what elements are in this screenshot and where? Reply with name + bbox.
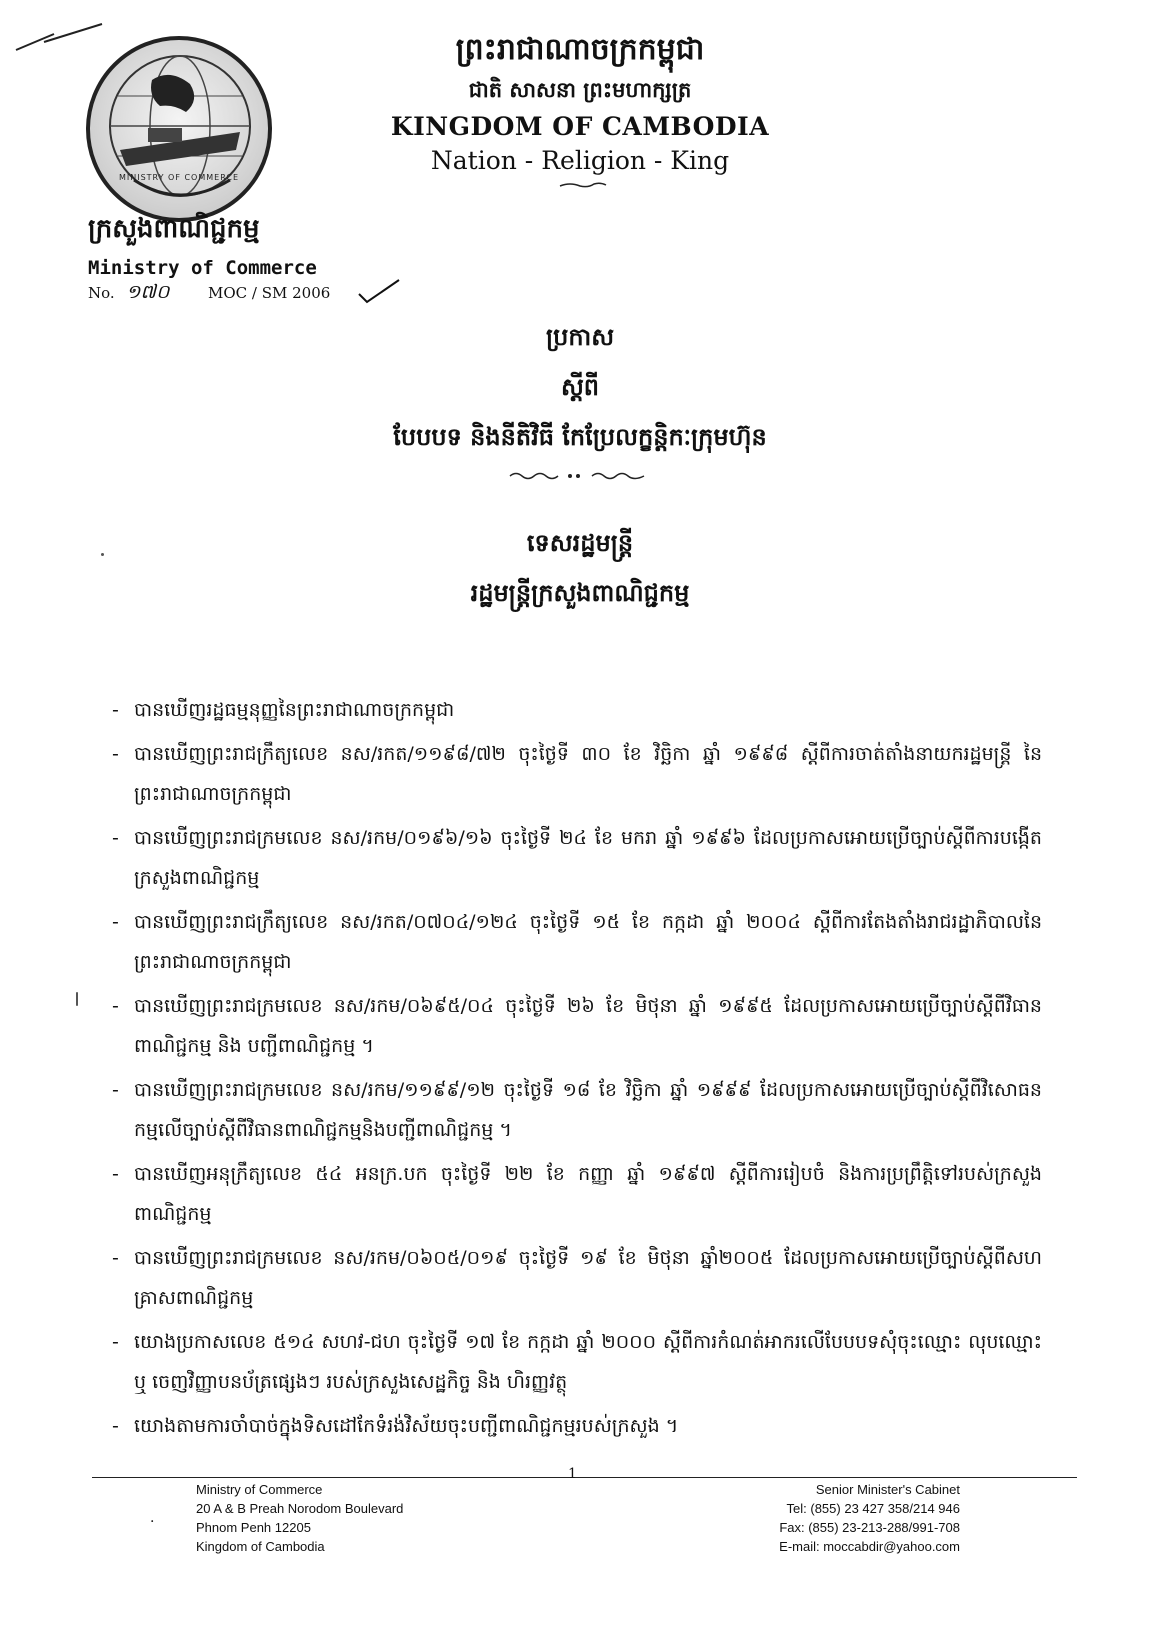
- list-item: - យោងប្រកាសលេខ ៥១៤ សហវ-ជហ ចុះថ្ងៃទី ១៧ ខែ កក្កដា ឆ្នាំ ២០០០ ស្តីពីការកំណត់អាករលើបែបបទសុំចុះឈ្មោះ លុបឈ្មោះ ឬ ចេញវិញ្ញាបនប័ត្រផ្សេងៗ របស់ក្រសួងសេដ្ឋកិច្ច និង ហិរញ្ញវត្ថុ: [112, 1331, 1042, 1393]
- list-item: - បានឃើញព្រះរាជក្រមលេខ នស/រកម/១១៩៩/១២ ចុះថ្ងៃទី ១៨ ខែ វិច្ឆិកា ឆ្នាំ ១៩៩៩ ដែលប្រកាសអោយប្រើច្បាប់ស្តីពីវិសោធនកម្មលើច្បាប់ស្តីពីវិធានពាណិជ្ជកម្មនិងបញ្ជីពាណិជ្ជកម្ម ។: [112, 1079, 1042, 1141]
- cabinet-email: E-mail: moccabdir@yahoo.com: [779, 1539, 960, 1554]
- prakas-title: ប្រកាស: [545, 323, 615, 351]
- page-number: 1: [568, 1466, 577, 1482]
- divider-ornament-icon: [508, 470, 648, 482]
- seal-caption: MINISTRY OF COMMERCE: [118, 173, 240, 182]
- list-item: - បានឃើញព្រះរាជក្រមលេខ នស/រកម/០៦៩៥/០៤ ចុះថ្ងៃទី ២៦ ខែ មិថុនា ឆ្នាំ ១៩៩៥ ដែលប្រកាសអោយប្រើច្បាប់ស្តីពីវិធានពាណិជ្ជកម្ម និង បញ្ជីពាណិជ្ជកម្ម ។: [112, 995, 1042, 1057]
- address-line: Phnom Penh 12205: [196, 1520, 311, 1535]
- address-line: Kingdom of Cambodia: [196, 1539, 325, 1554]
- footer-cabinet-contact: [779, 1480, 960, 1556]
- kingdom-title-kh: ព្រះរាជាណាចក្រកម្ពុជា: [455, 32, 705, 67]
- cabinet-phone: Tel: (855) 23 427 358/214 946: [786, 1501, 960, 1516]
- address-line: Ministry of Commerce: [196, 1482, 323, 1497]
- list-item: - បានឃើញព្រះរាជក្រឹត្យលេខ នស/រកត/០៧០៤/១២៤ ចុះថ្ងៃទី ១៥ ខែ កក្កដា ឆ្នាំ ២០០៤ ស្តីពីការតែងតាំងរាជរដ្ឋាភិបាលនៃព្រះរាជាណាចក្រកម្ពុជា: [112, 911, 1042, 973]
- list-item: - បានឃើញព្រះរាជក្រមលេខ នស/រកម/០៦០៥/០១៩ ចុះថ្ងៃទី ១៩ ខែ មិថុនា ឆ្នាំ២០០៥ ដែលប្រកាសអោយប្រើច្បាប់ស្តីពីសហគ្រាសពាណិជ្ជកម្ម: [112, 1247, 1042, 1309]
- footer-speck: ·: [150, 1514, 155, 1530]
- motto-en: Nation - Religion - King: [430, 146, 730, 175]
- cabinet-line: Senior Minister's Cabinet: [815, 1482, 960, 1497]
- ref-code: MOC / SM 2006: [208, 284, 331, 302]
- sdey-pi-title: ស្ដីពី: [560, 373, 600, 401]
- kingdom-title-en: KINGDOM OF CAMBODIA: [390, 112, 770, 141]
- issuer-position: រដ្ឋមន្ត្រីក្រសួងពាណិជ្ជកម្ម: [470, 579, 690, 607]
- flourish-ornament-icon: [558, 180, 608, 190]
- ref-no-label: No.: [88, 284, 115, 302]
- motto-kh: ជាតិ សាសនា ព្រះមហាក្សត្រ: [468, 78, 692, 102]
- ministry-name-en: Ministry of Commerce: [88, 257, 317, 279]
- list-item: - យោងតាមការចាំបាច់ក្នុងទិសដៅកែទំរង់វិស័យចុះបញ្ជីពាណិជ្ជកម្មរបស់ក្រសួង ។: [112, 1415, 679, 1437]
- list-item: - បានឃើញរដ្ឋធម្មនុញ្ញនៃព្រះរាជាណាចក្រកម្ពុជា: [112, 699, 455, 721]
- preamble-clauses: [112, 690, 1042, 1450]
- list-item: - បានឃើញព្រះរាជក្រឹត្យលេខ នស/រកត/១១៩៨/៧២ ចុះថ្ងៃទី ៣០ ខែ វិច្ឆិកា ឆ្នាំ ១៩៩៨ ស្តីពីការចាត់តាំងនាយករដ្ឋមន្ត្រី នៃព្រះរាជាណាចក្រកម្ពុជា: [112, 743, 1042, 805]
- address-line: 20 A & B Preah Norodom Boulevard: [196, 1501, 404, 1516]
- checkmark-icon: [357, 278, 401, 306]
- ministry-name-kh: ក្រសួងពាណិជ្ជកម្ម: [88, 214, 260, 244]
- ministry-seal: [86, 36, 272, 222]
- list-item: - បានឃើញព្រះរាជក្រមលេខ នស/រកម/០១៩៦/១៦ ចុះថ្ងៃទី ២៤ ខែ មករា ឆ្នាំ ១៩៩៦ ដែលប្រកាសអោយប្រើច្បាប់ស្តីពីការបង្កើតក្រសួងពាណិជ្ជកម្ម: [112, 827, 1042, 889]
- scan-speck: [76, 992, 78, 1006]
- reference-number: [88, 280, 330, 308]
- list-item: - បានឃើញអនុក្រឹត្យលេខ ៥៤ អនក្រ.បក ចុះថ្ងៃទី ២២ ខែ កញ្ញា ឆ្នាំ ១៩៩៧ ស្តីពីការរៀបចំ និងការប្រព្រឹត្តិទៅរបស់ក្រសួងពាណិជ្ជកម្ម: [112, 1163, 1042, 1225]
- letterhead: [330, 28, 830, 178]
- subject-title: បែបបទ និងនីតិវិធី កែប្រែលក្ខន្តិកៈក្រុមហ៊ុន: [393, 423, 767, 451]
- issuer-title: ទេសរដ្ឋមន្ត្រី: [526, 529, 634, 557]
- footer-address: [196, 1480, 403, 1556]
- footer-divider: [92, 1477, 1077, 1478]
- globe-emblem-icon: [90, 40, 270, 220]
- ref-no-value: ១៧០: [126, 281, 170, 303]
- cabinet-fax: Fax: (855) 23-213-288/991-708: [779, 1520, 960, 1535]
- scan-speck: [101, 553, 104, 556]
